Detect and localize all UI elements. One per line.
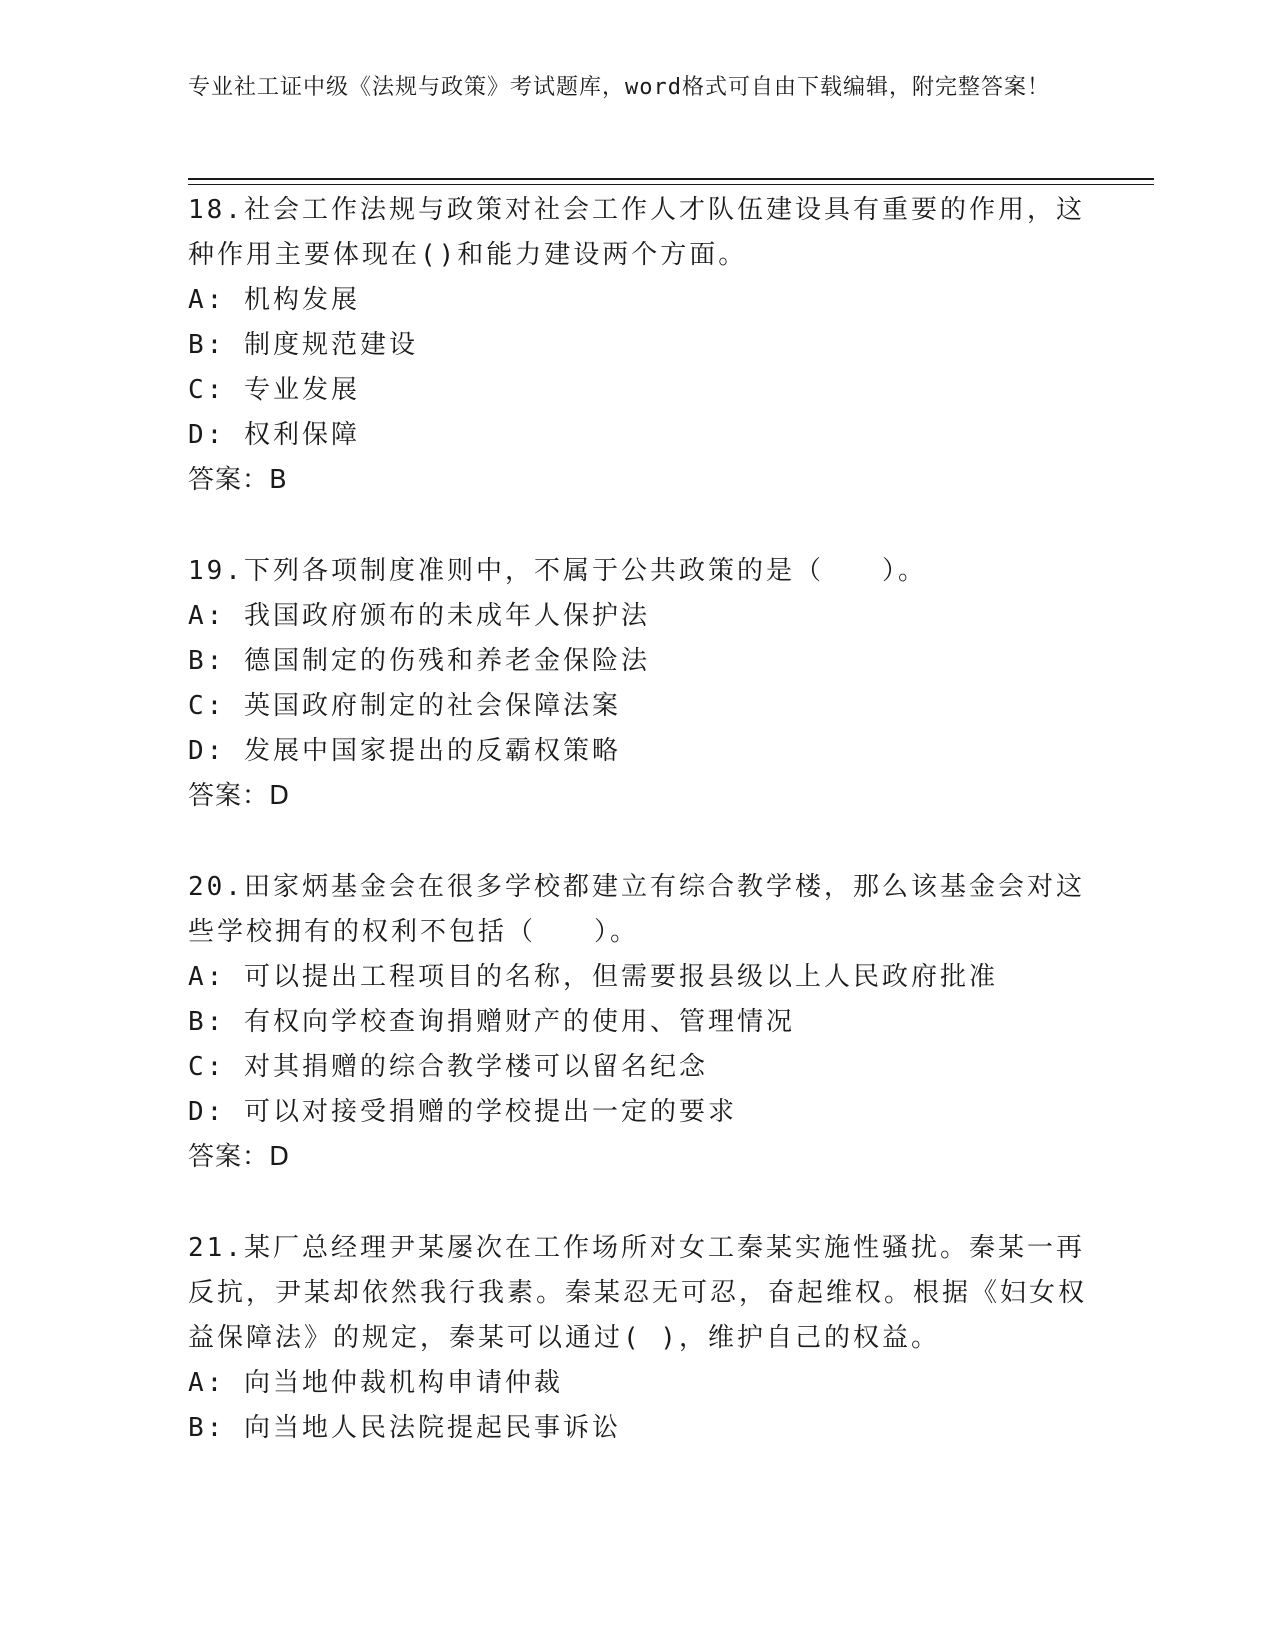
question-18 xyxy=(188,188,1088,503)
option-b: B: 向当地人民法院提起民事诉讼 xyxy=(188,1413,621,1443)
question-text: 19.下列各项制度准则中，不属于公共政策的是（ ）。 xyxy=(188,556,927,586)
question-text: 18.社会工作法规与政策对社会工作人才队伍建设具有重要的作用，这种作用主要体现在()和能力建设两个方面。 xyxy=(188,195,1085,270)
option-c: C: 专业发展 xyxy=(188,375,360,405)
question-text: 20.田家炳基金会在很多学校都建立有综合教学楼，那么该基金会对这些学校拥有的权利不包括（ ）。 xyxy=(188,872,1085,947)
answer: 答案：D xyxy=(188,781,291,811)
option-a: A: 可以提出工程项目的名称，但需要报县级以上人民政府批准 xyxy=(188,962,998,992)
option-b: B: 德国制定的伤残和养老金保险法 xyxy=(188,646,650,676)
question-19 xyxy=(188,549,1088,819)
option-a: A: 机构发展 xyxy=(188,285,360,315)
option-b: B: 有权向学校查询捐赠财产的使用、管理情况 xyxy=(188,1007,795,1037)
option-c: C: 英国政府制定的社会保障法案 xyxy=(188,691,621,721)
answer: 答案：D xyxy=(188,1142,291,1172)
question-20 xyxy=(188,865,1088,1180)
page-header: 专业社工证中级《法规与政策》考试题库，word格式可自由下载编辑，附完整答案！ xyxy=(188,75,1050,100)
option-d: D: 权利保障 xyxy=(188,420,360,450)
option-a: A: 向当地仲裁机构申请仲裁 xyxy=(188,1368,563,1398)
question-text: 21.某厂总经理尹某屡次在工作场所对女工秦某实施性骚扰。秦某一再反抗，尹某却依然我行我素。秦某忍无可忍，奋起维权。根据《妇女权益保障法》的规定，秦某可以通过( )，维护自己的权益。 xyxy=(188,1233,1088,1353)
question-21 xyxy=(188,1226,1088,1451)
option-d: D: 发展中国家提出的反霸权策略 xyxy=(188,736,621,766)
option-b: B: 制度规范建设 xyxy=(188,330,418,360)
option-c: C: 对其捐赠的综合教学楼可以留名纪念 xyxy=(188,1052,708,1082)
option-d: D: 可以对接受捐赠的学校提出一定的要求 xyxy=(188,1097,737,1127)
question-list xyxy=(188,188,1088,1497)
option-a: A: 我国政府颁布的未成年人保护法 xyxy=(188,601,650,631)
answer: 答案：B xyxy=(188,465,288,495)
header-divider xyxy=(188,178,1154,185)
